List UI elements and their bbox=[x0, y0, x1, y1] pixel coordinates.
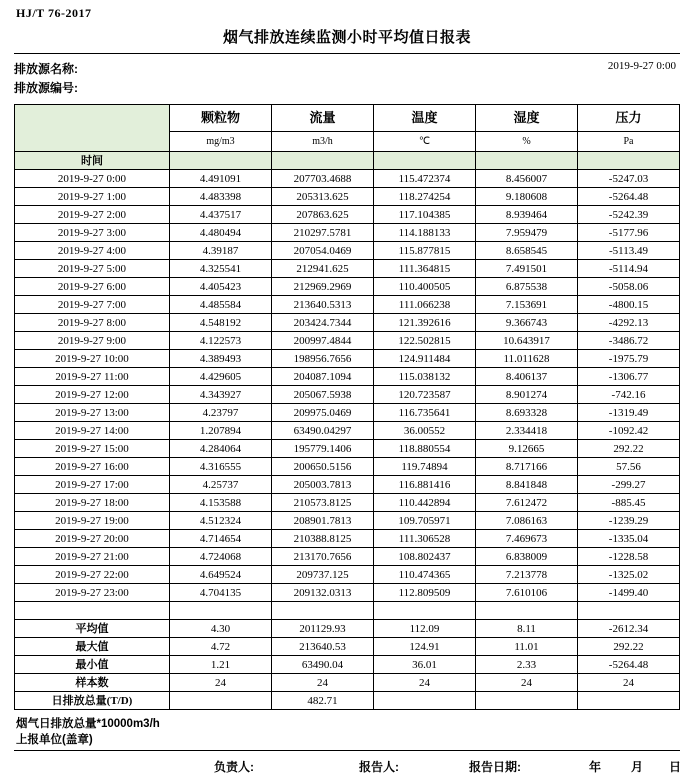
table-row bbox=[15, 386, 680, 404]
source-code-label: 排放源编号: bbox=[14, 81, 78, 95]
row-value: -1325.02 bbox=[578, 566, 680, 584]
daily-total-empty bbox=[170, 692, 272, 710]
row-value: 4.548192 bbox=[170, 314, 272, 332]
row-value: 203424.7344 bbox=[272, 314, 374, 332]
row-value: -5247.03 bbox=[578, 170, 680, 188]
row-value: 4.491091 bbox=[170, 170, 272, 188]
stat-value: 24 bbox=[476, 674, 578, 692]
row-value: 9.180608 bbox=[476, 188, 578, 206]
row-value: -1092.42 bbox=[578, 422, 680, 440]
column-header-name: 颗粒物 bbox=[170, 105, 272, 132]
row-value: 4.39187 bbox=[170, 242, 272, 260]
row-value: 213170.7656 bbox=[272, 548, 374, 566]
row-value: 115.877815 bbox=[374, 242, 476, 260]
table-row bbox=[15, 476, 680, 494]
stat-value: -2612.34 bbox=[578, 620, 680, 638]
signature-year-label: 年 bbox=[589, 760, 602, 774]
row-value: 205067.5938 bbox=[272, 386, 374, 404]
row-value: 4.23797 bbox=[170, 404, 272, 422]
signature-responsible-label: 负责人: bbox=[214, 760, 254, 774]
row-value: 114.188133 bbox=[374, 224, 476, 242]
time-header-spacer bbox=[170, 152, 272, 170]
stat-value: 24 bbox=[272, 674, 374, 692]
stat-row-average bbox=[15, 620, 680, 638]
time-header-spacer bbox=[476, 152, 578, 170]
row-time: 2019-9-27 13:00 bbox=[15, 404, 170, 422]
table-header bbox=[15, 105, 680, 170]
spacer-cell bbox=[578, 602, 680, 620]
row-value: 121.392616 bbox=[374, 314, 476, 332]
row-value: -1335.04 bbox=[578, 530, 680, 548]
row-value: 4.325541 bbox=[170, 260, 272, 278]
row-time: 2019-9-27 0:00 bbox=[15, 170, 170, 188]
row-value: 120.723587 bbox=[374, 386, 476, 404]
stat-value: 2.33 bbox=[476, 656, 578, 674]
row-value: 8.901274 bbox=[476, 386, 578, 404]
signature-month-label: 月 bbox=[631, 760, 644, 774]
row-value: 4.429605 bbox=[170, 368, 272, 386]
table-row bbox=[15, 440, 680, 458]
time-header-spacer bbox=[578, 152, 680, 170]
table-row bbox=[15, 170, 680, 188]
row-value: 209132.0313 bbox=[272, 584, 374, 602]
row-value: 7.491501 bbox=[476, 260, 578, 278]
row-value: 8.841848 bbox=[476, 476, 578, 494]
table-row bbox=[15, 422, 680, 440]
stat-value: 24 bbox=[170, 674, 272, 692]
row-time: 2019-9-27 6:00 bbox=[15, 278, 170, 296]
footer-note-total: 烟气日排放总量*10000m3/h bbox=[16, 718, 160, 730]
column-header-name: 温度 bbox=[374, 105, 476, 132]
stat-value: 1.21 bbox=[170, 656, 272, 674]
row-value: 112.809509 bbox=[374, 584, 476, 602]
row-value: 207863.625 bbox=[272, 206, 374, 224]
row-value: 110.474365 bbox=[374, 566, 476, 584]
hourly-average-table bbox=[14, 104, 680, 710]
row-value: 4.483398 bbox=[170, 188, 272, 206]
row-time: 2019-9-27 14:00 bbox=[15, 422, 170, 440]
row-value: 207703.4688 bbox=[272, 170, 374, 188]
row-time: 2019-9-27 11:00 bbox=[15, 368, 170, 386]
table-row bbox=[15, 314, 680, 332]
stat-value: 4.30 bbox=[170, 620, 272, 638]
row-value: 210573.8125 bbox=[272, 494, 374, 512]
row-value: 209737.125 bbox=[272, 566, 374, 584]
page-title: 烟气排放连续监测小时平均值日报表 bbox=[222, 29, 471, 46]
column-header-name: 湿度 bbox=[476, 105, 578, 132]
daily-total-empty bbox=[374, 692, 476, 710]
row-value: 115.038132 bbox=[374, 368, 476, 386]
document-standard-code: HJ/T 76-2017 bbox=[16, 6, 92, 20]
row-value: -1975.79 bbox=[578, 350, 680, 368]
table-row bbox=[15, 566, 680, 584]
stat-row-max bbox=[15, 638, 680, 656]
table-row bbox=[15, 296, 680, 314]
row-value: -5113.49 bbox=[578, 242, 680, 260]
row-value: 9.366743 bbox=[476, 314, 578, 332]
column-header-name: 压力 bbox=[578, 105, 680, 132]
row-value: -3486.72 bbox=[578, 332, 680, 350]
column-header-unit: m3/h bbox=[272, 132, 374, 152]
row-time: 2019-9-27 21:00 bbox=[15, 548, 170, 566]
table-row bbox=[15, 260, 680, 278]
row-value: 4.724068 bbox=[170, 548, 272, 566]
stat-label: 最大值 bbox=[15, 638, 170, 656]
signature-day-label: 日 bbox=[669, 760, 682, 774]
column-header-unit: % bbox=[476, 132, 578, 152]
footer-divider bbox=[14, 750, 680, 751]
column-header-unit: mg/m3 bbox=[170, 132, 272, 152]
row-value: -1319.49 bbox=[578, 404, 680, 422]
row-time: 2019-9-27 19:00 bbox=[15, 512, 170, 530]
row-value: 4.343927 bbox=[170, 386, 272, 404]
row-value: 4.316555 bbox=[170, 458, 272, 476]
row-value: 4.284064 bbox=[170, 440, 272, 458]
row-time: 2019-9-27 10:00 bbox=[15, 350, 170, 368]
daily-total-label: 日排放总量(T/D) bbox=[15, 692, 170, 710]
table-row bbox=[15, 548, 680, 566]
row-value: 212969.2969 bbox=[272, 278, 374, 296]
row-value: 210297.5781 bbox=[272, 224, 374, 242]
row-value: 205003.7813 bbox=[272, 476, 374, 494]
row-value: 115.472374 bbox=[374, 170, 476, 188]
row-value: 111.306528 bbox=[374, 530, 476, 548]
row-value: 7.469673 bbox=[476, 530, 578, 548]
table-row bbox=[15, 206, 680, 224]
row-value: 7.086163 bbox=[476, 512, 578, 530]
row-value: 6.838009 bbox=[476, 548, 578, 566]
row-time: 2019-9-27 12:00 bbox=[15, 386, 170, 404]
stat-label: 样本数 bbox=[15, 674, 170, 692]
table-row bbox=[15, 512, 680, 530]
row-value: 110.442894 bbox=[374, 494, 476, 512]
source-name-label: 排放源名称: bbox=[14, 62, 78, 76]
table-row bbox=[15, 530, 680, 548]
stat-value: 112.09 bbox=[374, 620, 476, 638]
row-value: 6.875538 bbox=[476, 278, 578, 296]
signature-reporter-label: 报告人: bbox=[359, 760, 399, 774]
row-value: -4292.13 bbox=[578, 314, 680, 332]
table-row bbox=[15, 332, 680, 350]
row-value: 4.512324 bbox=[170, 512, 272, 530]
row-value: 4.714654 bbox=[170, 530, 272, 548]
row-value: -5242.39 bbox=[578, 206, 680, 224]
table-row bbox=[15, 224, 680, 242]
row-value: 63490.04297 bbox=[272, 422, 374, 440]
table-row bbox=[15, 458, 680, 476]
stat-value: 63490.04 bbox=[272, 656, 374, 674]
row-value: 4.437517 bbox=[170, 206, 272, 224]
time-header-spacer bbox=[272, 152, 374, 170]
row-value: 208901.7813 bbox=[272, 512, 374, 530]
spacer-cell bbox=[476, 602, 578, 620]
row-value: 8.717166 bbox=[476, 458, 578, 476]
row-time: 2019-9-27 7:00 bbox=[15, 296, 170, 314]
row-time: 2019-9-27 20:00 bbox=[15, 530, 170, 548]
row-value: 195779.1406 bbox=[272, 440, 374, 458]
stat-value: 11.01 bbox=[476, 638, 578, 656]
row-value: 4.649524 bbox=[170, 566, 272, 584]
table-row bbox=[15, 404, 680, 422]
stat-row-sample-count bbox=[15, 674, 680, 692]
column-header-unit: Pa bbox=[578, 132, 680, 152]
row-value: 110.400505 bbox=[374, 278, 476, 296]
row-time: 2019-9-27 22:00 bbox=[15, 566, 170, 584]
row-time: 2019-9-27 18:00 bbox=[15, 494, 170, 512]
row-value: 122.502815 bbox=[374, 332, 476, 350]
row-value: 8.406137 bbox=[476, 368, 578, 386]
table-row bbox=[15, 242, 680, 260]
row-value: 7.959479 bbox=[476, 224, 578, 242]
row-value: 108.802437 bbox=[374, 548, 476, 566]
stat-value: 24 bbox=[374, 674, 476, 692]
daily-total-empty bbox=[476, 692, 578, 710]
row-time: 2019-9-27 15:00 bbox=[15, 440, 170, 458]
stat-label: 最小值 bbox=[15, 656, 170, 674]
row-time: 2019-9-27 23:00 bbox=[15, 584, 170, 602]
row-time: 2019-9-27 3:00 bbox=[15, 224, 170, 242]
row-value: 109.705971 bbox=[374, 512, 476, 530]
spacer-cell bbox=[374, 602, 476, 620]
row-value: -1228.58 bbox=[578, 548, 680, 566]
time-header-spacer bbox=[374, 152, 476, 170]
row-value: 4.153588 bbox=[170, 494, 272, 512]
row-value: 207054.0469 bbox=[272, 242, 374, 260]
row-value: 8.693328 bbox=[476, 404, 578, 422]
table-row bbox=[15, 584, 680, 602]
row-value: 10.643917 bbox=[476, 332, 578, 350]
meta-section bbox=[14, 60, 680, 100]
spacer-cell bbox=[272, 602, 374, 620]
row-value: -5177.96 bbox=[578, 224, 680, 242]
stat-value: 124.91 bbox=[374, 638, 476, 656]
row-value: 116.881416 bbox=[374, 476, 476, 494]
row-value: 11.011628 bbox=[476, 350, 578, 368]
signature-date-label: 报告日期: bbox=[469, 760, 521, 774]
row-value: 212941.625 bbox=[272, 260, 374, 278]
row-time: 2019-9-27 2:00 bbox=[15, 206, 170, 224]
footer-section bbox=[14, 716, 680, 780]
row-value: 200997.4844 bbox=[272, 332, 374, 350]
stat-value: 36.01 bbox=[374, 656, 476, 674]
row-value: 213640.5313 bbox=[272, 296, 374, 314]
row-value: 111.066238 bbox=[374, 296, 476, 314]
row-value: -1499.40 bbox=[578, 584, 680, 602]
stat-value: 24 bbox=[578, 674, 680, 692]
row-time: 2019-9-27 8:00 bbox=[15, 314, 170, 332]
spacer-cell bbox=[15, 602, 170, 620]
table-row bbox=[15, 278, 680, 296]
row-value: 7.153691 bbox=[476, 296, 578, 314]
row-value: 57.56 bbox=[578, 458, 680, 476]
row-value: -5264.48 bbox=[578, 188, 680, 206]
row-value: 7.213778 bbox=[476, 566, 578, 584]
row-value: 8.456007 bbox=[476, 170, 578, 188]
row-value: 210388.8125 bbox=[272, 530, 374, 548]
row-time: 2019-9-27 1:00 bbox=[15, 188, 170, 206]
row-value: 118.274254 bbox=[374, 188, 476, 206]
daily-total-value: 482.71 bbox=[272, 692, 374, 710]
row-value: -4800.15 bbox=[578, 296, 680, 314]
row-value: 116.735641 bbox=[374, 404, 476, 422]
row-value: 198956.7656 bbox=[272, 350, 374, 368]
row-value: 7.610106 bbox=[476, 584, 578, 602]
row-value: 118.880554 bbox=[374, 440, 476, 458]
row-value: 4.122573 bbox=[170, 332, 272, 350]
row-value: 8.658545 bbox=[476, 242, 578, 260]
row-value: -1239.29 bbox=[578, 512, 680, 530]
stat-value: 213640.53 bbox=[272, 638, 374, 656]
row-value: 124.911484 bbox=[374, 350, 476, 368]
row-value: 4.704135 bbox=[170, 584, 272, 602]
row-value: 111.364815 bbox=[374, 260, 476, 278]
row-value: 2.334418 bbox=[476, 422, 578, 440]
spacer-cell bbox=[170, 602, 272, 620]
row-value: 209975.0469 bbox=[272, 404, 374, 422]
report-date: 2019-9-27 0:00 bbox=[607, 60, 676, 72]
stat-value: 292.22 bbox=[578, 638, 680, 656]
row-value: -885.45 bbox=[578, 494, 680, 512]
table-row bbox=[15, 188, 680, 206]
row-value: 4.480494 bbox=[170, 224, 272, 242]
row-value: -1306.77 bbox=[578, 368, 680, 386]
row-value: 7.612472 bbox=[476, 494, 578, 512]
stat-value: -5264.48 bbox=[578, 656, 680, 674]
stat-value: 201129.93 bbox=[272, 620, 374, 638]
row-time: 2019-9-27 17:00 bbox=[15, 476, 170, 494]
row-value: 9.12665 bbox=[476, 440, 578, 458]
stat-value: 4.72 bbox=[170, 638, 272, 656]
footer-note-unit: 上报单位(盖章) bbox=[16, 734, 93, 746]
row-value: 36.00552 bbox=[374, 422, 476, 440]
table-row bbox=[15, 350, 680, 368]
row-value: -299.27 bbox=[578, 476, 680, 494]
stat-row-min bbox=[15, 656, 680, 674]
row-value: 4.389493 bbox=[170, 350, 272, 368]
row-value: 4.405423 bbox=[170, 278, 272, 296]
table-body bbox=[15, 170, 680, 710]
time-column-header: 时间 bbox=[15, 152, 170, 170]
column-header-unit: ℃ bbox=[374, 132, 476, 152]
table-row bbox=[15, 494, 680, 512]
signature-row bbox=[14, 758, 680, 780]
row-time: 2019-9-27 9:00 bbox=[15, 332, 170, 350]
row-value: -5114.94 bbox=[578, 260, 680, 278]
daily-total-row bbox=[15, 692, 680, 710]
daily-total-empty bbox=[578, 692, 680, 710]
header-row-names bbox=[15, 105, 680, 132]
stat-value: 8.11 bbox=[476, 620, 578, 638]
row-time: 2019-9-27 5:00 bbox=[15, 260, 170, 278]
table-row bbox=[15, 368, 680, 386]
stat-label: 平均值 bbox=[15, 620, 170, 638]
row-value: 292.22 bbox=[578, 440, 680, 458]
header-corner-cell bbox=[15, 105, 170, 152]
row-value: 4.25737 bbox=[170, 476, 272, 494]
spacer-row bbox=[15, 602, 680, 620]
row-value: 8.939464 bbox=[476, 206, 578, 224]
row-time: 2019-9-27 4:00 bbox=[15, 242, 170, 260]
row-value: 1.207894 bbox=[170, 422, 272, 440]
row-value: 117.104385 bbox=[374, 206, 476, 224]
row-value: 200650.5156 bbox=[272, 458, 374, 476]
row-value: 4.485584 bbox=[170, 296, 272, 314]
time-header-row bbox=[15, 152, 680, 170]
row-value: -742.16 bbox=[578, 386, 680, 404]
row-value: 204087.1094 bbox=[272, 368, 374, 386]
row-value: -5058.06 bbox=[578, 278, 680, 296]
column-header-name: 流量 bbox=[272, 105, 374, 132]
row-time: 2019-9-27 16:00 bbox=[15, 458, 170, 476]
row-value: 119.74894 bbox=[374, 458, 476, 476]
title-divider bbox=[14, 53, 680, 54]
row-value: 205313.625 bbox=[272, 188, 374, 206]
